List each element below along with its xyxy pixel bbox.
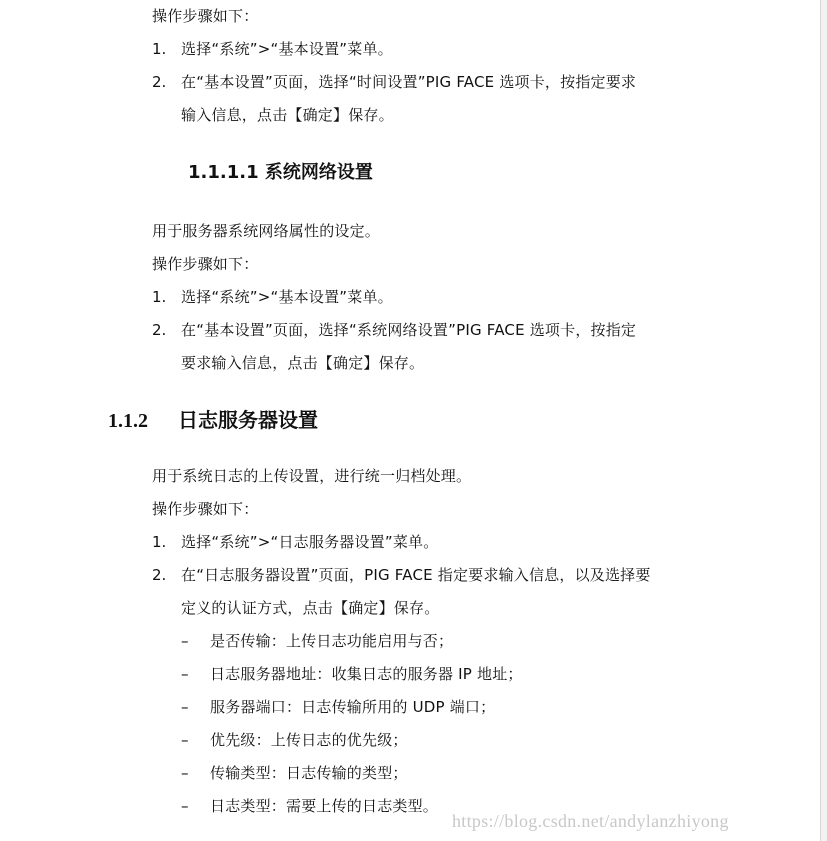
bullet-item: 传输类型：日志传输的类型；	[210, 764, 408, 782]
step-text: 在“基本设置”页面，选择“系统网络设置”PIG FACE 选项卡，按指定	[181, 321, 637, 339]
bullet-dash: –	[181, 797, 189, 815]
section-heading-title: 日志服务器设置	[178, 408, 318, 432]
bullet-item: 是否传输：上传日志功能启用与否；	[210, 632, 454, 650]
step-number: 2.	[152, 566, 167, 584]
bullet-dash: –	[181, 632, 189, 650]
step-text-continued: 输入信息，点击【确定】保存。	[181, 106, 394, 124]
step-number: 1.	[152, 288, 167, 306]
step-text: 选择“系统”>“基本设置”菜单。	[181, 288, 393, 306]
step-number: 2.	[152, 321, 167, 339]
section-description: 用于服务器系统网络属性的设定。	[152, 222, 381, 240]
step-number: 1.	[152, 533, 167, 551]
step-text: 在“基本设置”页面，选择“时间设置”PIG FACE 选项卡，按指定要求	[181, 73, 637, 91]
step-text: 选择“系统”>“基本设置”菜单。	[181, 40, 393, 58]
step-number: 1.	[152, 40, 167, 58]
bullet-dash: –	[181, 665, 189, 683]
bullet-dash: –	[181, 764, 189, 782]
steps-intro: 操作步骤如下：	[152, 500, 259, 518]
step-text: 选择“系统”>“日志服务器设置”菜单。	[181, 533, 439, 551]
section-description: 用于系统日志的上传设置，进行统一归档处理。	[152, 467, 472, 485]
page-edge-divider	[820, 0, 827, 841]
bullet-dash: –	[181, 731, 189, 749]
section-heading	[108, 407, 318, 434]
bullet-dash: –	[181, 698, 189, 716]
bullet-item: 日志类型：需要上传的日志类型。	[210, 797, 439, 815]
watermark-url: https://blog.csdn.net/andylanzhiyong	[452, 811, 729, 831]
step-number: 2.	[152, 73, 167, 91]
steps-intro: 操作步骤如下：	[152, 255, 259, 273]
section-heading: 1.1.1.1 系统网络设置	[188, 162, 373, 183]
bullet-item: 日志服务器地址：收集日志的服务器 IP 地址；	[210, 665, 523, 683]
step-text: 在“日志服务器设置”页面，PIG FACE 指定要求输入信息，以及选择要	[181, 566, 651, 584]
step-text-continued: 定义的认证方式，点击【确定】保存。	[181, 599, 440, 617]
step-text-continued: 要求输入信息，点击【确定】保存。	[181, 354, 425, 372]
bullet-item: 优先级：上传日志的优先级；	[210, 731, 408, 749]
section-heading-number: 1.1.2	[108, 410, 148, 432]
bullet-item: 服务器端口：日志传输所用的 UDP 端口；	[210, 698, 496, 716]
steps-intro: 操作步骤如下：	[152, 7, 259, 25]
